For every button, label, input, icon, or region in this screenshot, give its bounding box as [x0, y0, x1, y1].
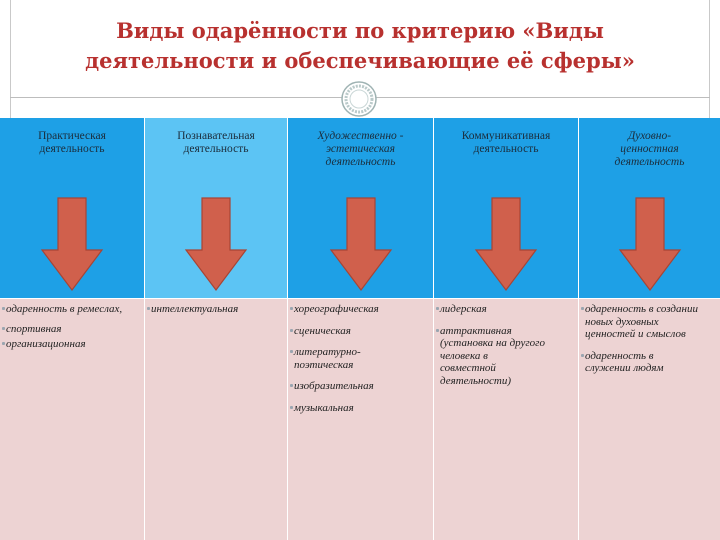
circle-ornament-icon: [340, 80, 378, 118]
column-body: [0, 298, 145, 540]
down-arrow-icon: [474, 196, 538, 292]
list-item: одаренность в служении людям: [581, 350, 717, 375]
item-list: [581, 303, 717, 384]
list-item: одаренность в создании новых духовных ценностей и смыслов: [581, 303, 717, 341]
column-header: [145, 118, 288, 298]
column-practical: [0, 118, 145, 540]
list-item: организационная: [2, 338, 141, 351]
down-arrow-icon: [184, 196, 248, 292]
list-item: интеллектуальная: [147, 303, 284, 316]
column-header: [288, 118, 434, 298]
list-item: спортивная: [2, 323, 141, 336]
down-arrow-icon: [329, 196, 393, 292]
column-header-text: Художественно - эстетическая деятельность: [317, 130, 404, 168]
giftedness-table: [0, 118, 720, 540]
slide-title-line-1: Виды одарённости по критерию «Виды: [116, 18, 604, 43]
column-header-text: Практическая деятельность: [38, 130, 106, 155]
list-item: лидерская: [436, 303, 575, 316]
slide-title-line-2: деятельности и обеспечивающие её сферы»: [85, 48, 635, 73]
column-header-text: Познавательная деятельность: [177, 130, 255, 155]
column-body: [434, 298, 579, 540]
item-list: [290, 303, 430, 423]
list-item: одаренность в ремеслах,: [2, 303, 141, 316]
list-item: аттрактивная (установка на другого человека в совместной деятельности): [436, 325, 575, 388]
item-list: [436, 303, 575, 396]
list-item: литературно-поэтическая: [290, 346, 430, 371]
column-header: [0, 118, 145, 298]
slide-title: [14, 16, 706, 76]
column-spiritual: [579, 118, 720, 540]
column-header: [579, 118, 720, 298]
list-item: изобразительная: [290, 380, 430, 393]
column-communicative: [434, 118, 579, 540]
column-header-text: Коммуникативная деятельность: [461, 130, 551, 155]
column-body: [288, 298, 434, 540]
down-arrow-icon: [618, 196, 682, 292]
down-arrow-icon: [40, 196, 104, 292]
list-item: сценическая: [290, 325, 430, 338]
item-list: [2, 303, 141, 358]
column-header-text: Духовно- ценностная деятельность: [614, 130, 685, 168]
item-list: [147, 303, 284, 323]
list-item: музыкальная: [290, 402, 430, 415]
column-body: [145, 298, 288, 540]
column-artistic: [288, 118, 434, 540]
column-cognitive: [145, 118, 288, 540]
column-body: [579, 298, 720, 540]
list-item: хореографическая: [290, 303, 430, 316]
column-header: [434, 118, 579, 298]
